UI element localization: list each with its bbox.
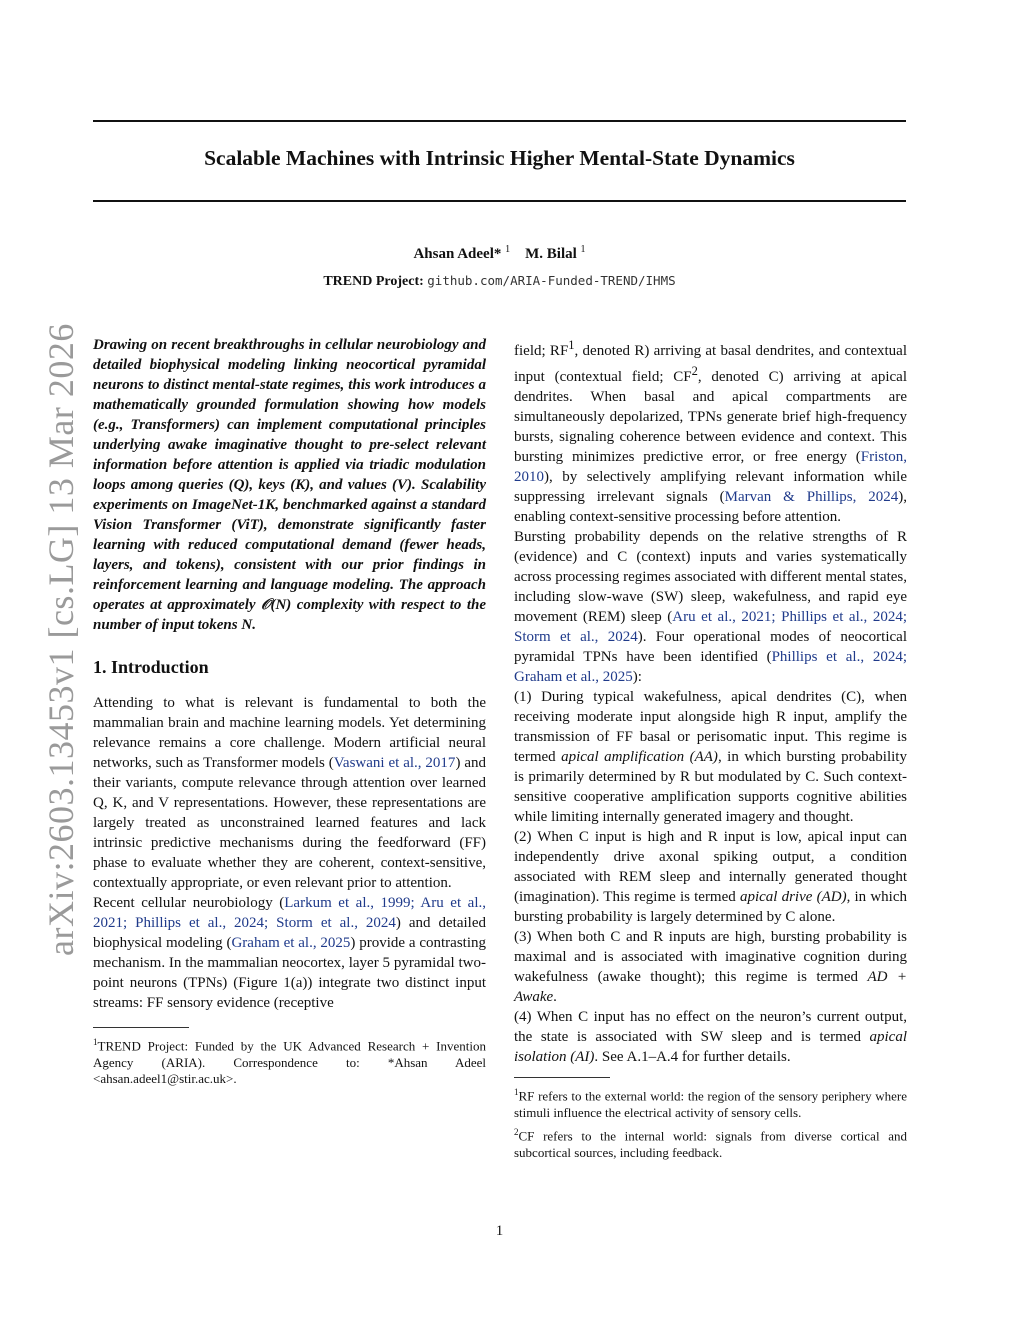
body-paragraph-tpn-inputs bbox=[514, 335, 907, 527]
author-2-affiliation: 1 bbox=[580, 244, 586, 255]
footnote-cf bbox=[514, 1124, 907, 1161]
footnote-ref-2[interactable]: 2 bbox=[691, 364, 698, 378]
project-line bbox=[93, 273, 906, 290]
footnote-rf-text: RF refers to the external world: the region of the sensory periphery where stimuli influence the electrical activity of sensory cells. bbox=[514, 1088, 907, 1120]
text-segment: . See A.1–A.4 for further details. bbox=[594, 1049, 791, 1065]
text-segment: . bbox=[553, 989, 557, 1005]
term-apical-drive: apical drive (AD) bbox=[739, 889, 847, 905]
page-number: 1 bbox=[495, 1223, 504, 1239]
text-segment: field; RF bbox=[514, 343, 569, 359]
section-heading-introduction: 1. Introduction bbox=[93, 657, 209, 677]
footnote-affiliation bbox=[93, 1034, 486, 1088]
title-bottom-rule bbox=[93, 200, 906, 202]
author-line bbox=[93, 244, 906, 263]
intro-p1-continuation: ) and their variants, compute relevance through attention over learned Q, K, and V representations. However, these representations are largely treated as unconstrained learned features and lack intrinsic predictive mechanisms during the feedforward (FF) phase to evaluate whether they are coherent, context-sensitive, contextually appropriate, or even relevant prior to attention. bbox=[93, 755, 486, 891]
author-1: Ahsan Adeel* bbox=[413, 246, 502, 262]
footnote-rf-number: 1 bbox=[514, 1087, 519, 1097]
arxiv-identifier-stamp: arXiv:2603.13453v1 [cs.LG] 13 Mar 2026 bbox=[41, 323, 81, 956]
term-apical-isolation: apical isolation (AI) bbox=[514, 1029, 907, 1065]
right-column bbox=[514, 335, 907, 1162]
term-apical-amplification: apical amplification (AA) bbox=[561, 749, 718, 765]
text-segment: , in which bursting probability is largely determined by C alone. bbox=[514, 889, 907, 925]
citation-graham[interactable]: Graham et al., 2025 bbox=[231, 935, 351, 951]
text-segment: ): bbox=[632, 669, 642, 685]
citation-marvan[interactable]: Marvan & Phillips, 2024 bbox=[724, 489, 899, 505]
footnote-affiliation-number: 1 bbox=[93, 1037, 98, 1047]
text-segment: ), by selectively amplifying relevant information while suppressing irrelevant signals ( bbox=[514, 469, 907, 505]
footnote-affiliation-text: TREND Project: Funded by the UK Advanced Research + Invention Agency (ARIA). Correspondence to: *Ahsan Adeel <ahsan.adeel1@stir.ac.uk>. bbox=[93, 1038, 486, 1087]
term-ad-awake: AD + Awake bbox=[514, 969, 907, 1005]
text-segment: ). Four operational modes of neocortical pyramidal TPNs have been identified ( bbox=[514, 629, 907, 665]
footnote-cf-text: CF refers to the internal world: signals from diverse cortical and subcortical sources, including feedback. bbox=[514, 1128, 907, 1161]
footnote-rf bbox=[514, 1084, 907, 1121]
citation-friston[interactable]: Friston, 2010 bbox=[514, 449, 907, 485]
left-column bbox=[93, 335, 486, 1088]
text-segment: (1) During typical wakefulness, apical dendrites (C), when receiving moderate input alongside high R input, amplify the transmission of FF basal or perisomatic input. This regime is termed bbox=[514, 689, 907, 765]
mode-1-paragraph bbox=[514, 687, 907, 827]
text-segment: (4) When C input has no effect on the neuron’s current output, the state is associated with SW sleep and is termed bbox=[514, 1009, 907, 1045]
footnote-ref-1[interactable]: 1 bbox=[568, 338, 575, 352]
text-segment: , denoted C) arriving at apical dendrites. When basal and apical compartments are simultaneously depolarized, TPNs generate brief high-frequency bursts, signaling coherence between evidence and context. This bursting minimizes predictive error, or free energy ( bbox=[514, 369, 907, 465]
intro-p1-text: Attending to what is relevant is fundamental to both the mammalian brain and machine learning models. Yet determining relevance remains a core challenge. Modern artificial neural networks, such as Transformer models ( bbox=[93, 695, 486, 771]
citation-group-sleep[interactable]: Aru et al., 2021; Phillips et al., 2024; Storm et al., 2024 bbox=[514, 609, 907, 645]
text-segment: ), enabling context-sensitive processing before attention. bbox=[514, 489, 907, 525]
text-segment: Bursting probability depends on the relative strengths of R (evidence) and C (context) inputs and varies systematically across processing regimes associated with different mental states, including slow-wave (SW) sleep, wakefulness, and rapid eye movement (REM) sleep ( bbox=[514, 529, 907, 625]
text-segment: (2) When C input is high and R input is low, apical input can independently drive axonal spiking output, a condition associated with REM sleep and internally generated thought (imagination). This regime is termed bbox=[514, 829, 907, 905]
footnote-divider-left bbox=[93, 1027, 189, 1028]
intro-paragraph-1 bbox=[93, 693, 486, 893]
mode-4-paragraph bbox=[514, 1007, 907, 1067]
project-label: TREND Project: bbox=[323, 274, 424, 289]
text-segment: , denoted R) arriving at basal dendrites, and contextual input (contextual field; CF bbox=[514, 343, 907, 385]
paper-title: Scalable Machines with Intrinsic Higher Mental-State Dynamics bbox=[204, 146, 795, 170]
intro-p2-text-b: ) and detailed biophysical modeling ( bbox=[93, 915, 486, 951]
mode-3-paragraph bbox=[514, 927, 907, 1007]
body-paragraph-bursting bbox=[514, 527, 907, 687]
footnote-divider-right bbox=[514, 1077, 610, 1078]
author-1-affiliation: 1 bbox=[505, 244, 511, 255]
top-rule bbox=[93, 120, 906, 122]
project-url[interactable]: github.com/ARIA-Funded-TREND/IHMS bbox=[427, 273, 676, 288]
author-2: M. Bilal bbox=[525, 246, 577, 262]
footnote-cf-number: 2 bbox=[514, 1127, 519, 1138]
intro-p2-text-c: ) provide a contrasting mechanism. In the mammalian neocortex, layer 5 pyramidal two-point neurons (TPNs) (Figure 1(a)) integrate two distinct input streams: FF sensory evidence (receptive bbox=[93, 935, 487, 1011]
intro-paragraph-2 bbox=[93, 893, 486, 1013]
citation-group-modes[interactable]: Phillips et al., 2024; Graham et al., 2025 bbox=[514, 649, 907, 685]
citation-vaswani[interactable]: Vaswani et al., 2017 bbox=[333, 755, 456, 771]
abstract: Drawing on recent breakthroughs in cellular neurobiology and detailed biophysical modeling linking neocortical pyramidal neurons to distinct mental-state regimes, this work introduces a mathematically grounded formulation showing how models (e.g., Transformers) can implement computational principles underlying awake imaginative thought to pre-select relevant information before attention is applied via triadic modulation loops among queries (Q), keys (K), and values (V). Scalability experiments on ImageNet-1K, benchmarked against a standard Vision Transformer (ViT), demonstrate significantly faster learning with reduced computational demand (fewer heads, layers, and tokens), consistent with our prior findings in reinforcement learning and language modeling. The approach operates at approximately 𝒪(N) complexity with respect to the number of input tokens N. bbox=[93, 337, 486, 633]
text-segment: , in which bursting probability is primarily determined by R but modulated by C. Such context-sensitive cooperative amplification supports cognitive abilities while limiting internally generated imagery and thought. bbox=[514, 749, 907, 825]
mode-2-paragraph bbox=[514, 827, 907, 927]
text-segment: (3) When both C and R inputs are high, bursting probability is maximal and is associated with imaginative cognition during wakefulness (awake thought); this regime is termed bbox=[514, 929, 907, 985]
intro-p2-text-a: Recent cellular neurobiology ( bbox=[93, 895, 285, 911]
citation-group-neurobiology[interactable]: Larkum et al., 1999; Aru et al., 2021; Phillips et al., 2024; Storm et al., 2024 bbox=[93, 895, 486, 931]
